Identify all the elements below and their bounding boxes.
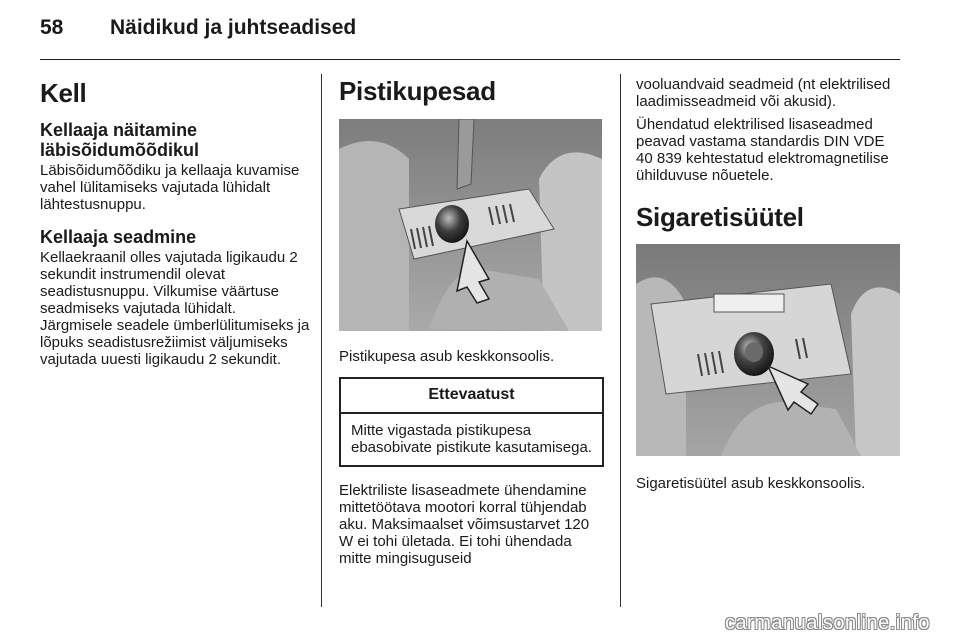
power-outlet-caption: Pistikupesa asub keskkonsoolis.	[339, 348, 555, 365]
power-outlet-image	[339, 119, 602, 331]
cigarette-lighter-heading: Sigaretisüütel	[636, 202, 804, 232]
caution-box	[339, 377, 604, 467]
watermark: carmanualsonline.info	[724, 612, 930, 634]
section-title: Näidikud ja juhtseadised	[110, 16, 357, 39]
power-outlet-illustration	[339, 119, 602, 331]
odometer-display-subheading: Kellaaja näitamine läbisõidumõõdikul	[40, 120, 200, 160]
column-clock	[40, 74, 310, 368]
column-power-outlets	[339, 74, 604, 567]
power-outlets-heading: Pistikupesad	[339, 76, 496, 106]
page-number: 58	[40, 16, 64, 39]
caution-title: Ettevaatust	[341, 379, 602, 414]
cigarette-lighter-illustration	[636, 244, 900, 456]
accessory-power-text: Elektriliste lisaseadmete ühendamine mittetöötava mootori korral tühjendab aku. Maksimaalset võimsustarvet 120 W ei tohi ületada. Ei tohi ühendada mitte mingisuguseid	[339, 482, 590, 567]
set-time-text: Kellaekraanil olles vajutada ligikaudu 2 sekundit instrumendil olevat seadistusnuppu. Vilkumise väärtuse seadmiseks vajutada lühidalt. Järgmisele seadele ümberlülitumiseks ja lõpuks seadistusrežiimist väljumiseks vajutada uuesti ligikaudu 2 sekundit.	[40, 249, 310, 368]
column-cigarette-lighter	[636, 74, 902, 492]
header-divider	[40, 59, 900, 60]
cigarette-lighter-image	[636, 244, 900, 456]
clock-heading: Kell	[40, 78, 87, 108]
column-divider-2	[620, 74, 621, 607]
cigarette-lighter-caption: Sigaretisüütel asub keskkonsoolis.	[636, 475, 866, 492]
set-time-subheading: Kellaaja seadmine	[40, 227, 197, 247]
caution-text: Mitte vigastada pistikupesa ebasobivate pistikute kasutamisega.	[351, 422, 592, 456]
odometer-display-text: Läbisõidumõõdiku ja kellaaja kuvamise vahel lülitamiseks vajutada lühidalt lähtestusnuppu.	[40, 162, 300, 213]
column-divider-1	[321, 74, 322, 607]
compliance-text: Ühendatud elektrilised lisaseadmed peavad vastama standardis DIN VDE 40 839 kehtestatud elektromagnetilise ühilduvuse nõuetele.	[636, 116, 889, 184]
continued-text: vooluandvaid seadmeid (nt elektrilised laadimisseadmeid või akusid).	[636, 76, 891, 110]
